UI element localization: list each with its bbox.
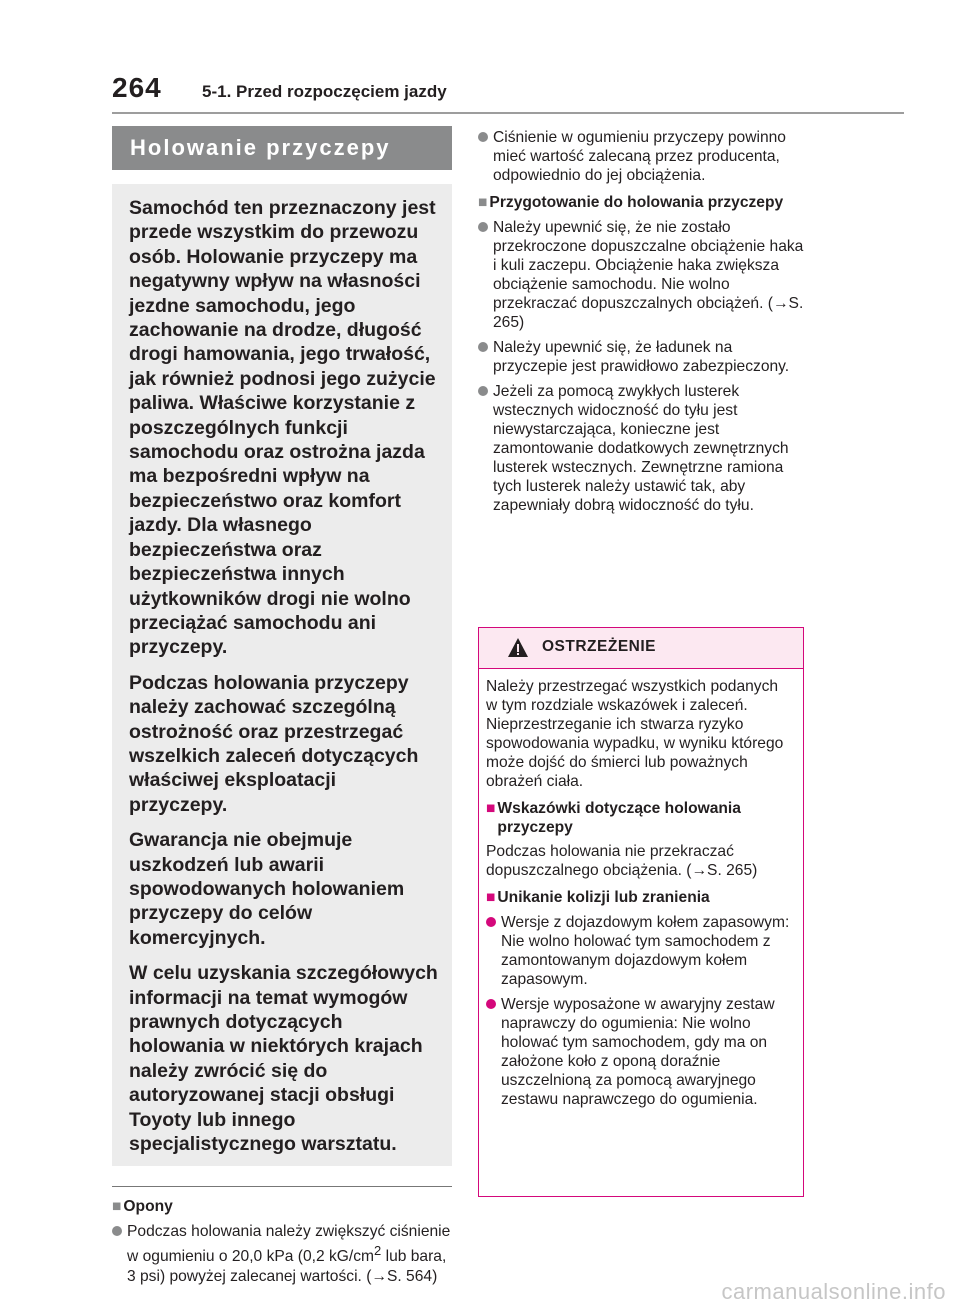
prep-heading: ■ Przygotowanie do holowania przyczepy — [478, 194, 784, 211]
bullet-dot-icon — [478, 222, 488, 232]
bullet-dot-icon — [478, 342, 488, 352]
warning-intro: Należy przestrzegać wszystkich podanych w tym rozdziale wskazówek i zaleceń. — [486, 678, 779, 714]
intro-box — [112, 184, 452, 1166]
section-divider — [112, 1186, 452, 1187]
bullet-dot-icon — [486, 917, 496, 927]
left-column — [112, 126, 452, 1286]
intro-paragraph: Gwarancja nie obejmuje uszkodzeń lub awarii spowodowanych holowaniem przyczepy do celów komercyjnych. — [129, 829, 405, 949]
warning-intro: Nieprzestrzeganie ich stwarza ryzyko spowodowania wypadku, w wyniku którego może dojść do śmierci lub poważnych obrażeń ciała. — [486, 716, 784, 790]
bullet-dot-icon — [486, 999, 496, 1009]
prep-bullet: Należy upewnić się, że nie zostało przekroczone dopuszczalne obciążenie haka i kuli zaczepu. Obciążenie haka zwiększa obciążenie samochodu. Nie wolno przekraczać dopuszczalnych obciążeń. (→S. 265) — [478, 218, 804, 332]
header-divider — [112, 112, 904, 114]
square-bullet-icon: ■ — [112, 1198, 122, 1216]
page-header — [0, 0, 960, 120]
pressure-bullet: Ciśnienie w ogumieniu przyczepy powinno mieć wartość zalecaną przez producenta, odpowiednio do jej obciążenia. — [478, 128, 804, 185]
tips-text: Podczas holowania nie przekraczać dopuszczalnego obciążenia. (→S. 265) — [486, 843, 758, 879]
avoid-heading: ■ Unikanie kolizji lub zranienia — [486, 889, 710, 906]
avoid-bullet: Wersje z dojazdowym kołem zapasowym: Nie wolno holować tym samochodem z zamontowanym dojazdowym kołem zapasowym. — [486, 913, 793, 989]
prep-bullet: Należy upewnić się, że ładunek na przyczepie jest prawidłowo zabezpieczony. — [478, 338, 804, 376]
watermark: carmanualsonline.info — [721, 1279, 946, 1304]
tires-heading: ■ Opony — [112, 1198, 173, 1216]
warning-body — [479, 669, 803, 1109]
intro-paragraph: W celu uzyskania szczegółowych informacji na temat wymogów prawnych dotyczących holowania w niektórych krajach należy zwrócić się do autoryzowanej stacji obsługi Toyoty lub innego specjalistycznego warsztatu. — [129, 962, 438, 1156]
tires-bullet: Podczas holowania należy zwiększyć ciśnienie w ogumieniu o 20,0 kPa (0,2 $kG/cm^2$ lub bara, 3 psi) powyżej zalecanej wartości. (→S. 564) — [112, 1222, 452, 1285]
square-bullet-icon: ■ — [478, 194, 488, 211]
warning-box — [478, 627, 804, 1197]
section-title: Holowanie przyczepy — [112, 126, 452, 170]
bullet-dot-icon — [478, 132, 488, 142]
bullet-dot-icon — [478, 386, 488, 396]
warning-triangle-icon — [507, 637, 529, 659]
warning-header — [479, 628, 803, 669]
square-bullet-icon: ■ — [486, 889, 496, 906]
bullet-dot-icon — [112, 1226, 122, 1236]
page-number: 264 — [112, 72, 162, 103]
tips-heading: ■ Wskazówki dotyczące holowania przyczepy — [486, 800, 741, 836]
right-column — [478, 126, 804, 515]
avoid-bullet: Wersje wyposażone w awaryjny zestaw naprawczy do ogumienia: Nie wolno holować tym samochodem, gdy ma on założone koło z oponą doraźnie uszczelnioną za pomocą awaryjnego zestawu naprawczego do ogumienia. — [486, 995, 793, 1109]
square-bullet-icon: ■ — [486, 800, 496, 817]
intro-paragraph: Samochód ten przeznaczony jest przede wszystkim do przewozu osób. Holowanie przyczepy ma negatywny wpływ na własności jezdne samochodu, jego zachowanie na drodze, długość drogi hamowania, jego trwałość, jak również podnosi jego zużycie paliwa. Właściwe korzystanie z poszczególnych funkcji samochodu oraz ostrożna jazda ma bezpośredni wpływ na bezpieczeństwo oraz komfort jazdy. Dla własnego bezpieczeństwa oraz bezpieczeństwa innych użytkowników drogi nie wolno przeciążać samochodu ani przyczepy. — [129, 197, 436, 659]
intro-paragraph: Podczas holowania przyczepy należy zachować szczególną ostrożność oraz przestrzegać wszelkich zaleceń dotyczących właściwej eksploatacji przyczepy. — [129, 671, 419, 816]
warning-title: OSTRZEŻENIE — [542, 638, 657, 655]
chapter-title: 5-1. Przed rozpoczęciem jazdy — [202, 82, 447, 101]
prep-bullet: Jeżeli za pomocą zwykłych lusterek wstecznych widoczność do tyłu jest niewystarczająca, konieczne jest zamontowanie dodatkowych zewnętrznych lusterek wstecznych. Zewnętrzne ramiona tych lusterek należy ustawić tak, aby zapewniały dobrą widoczność do tyłu. — [478, 382, 804, 515]
